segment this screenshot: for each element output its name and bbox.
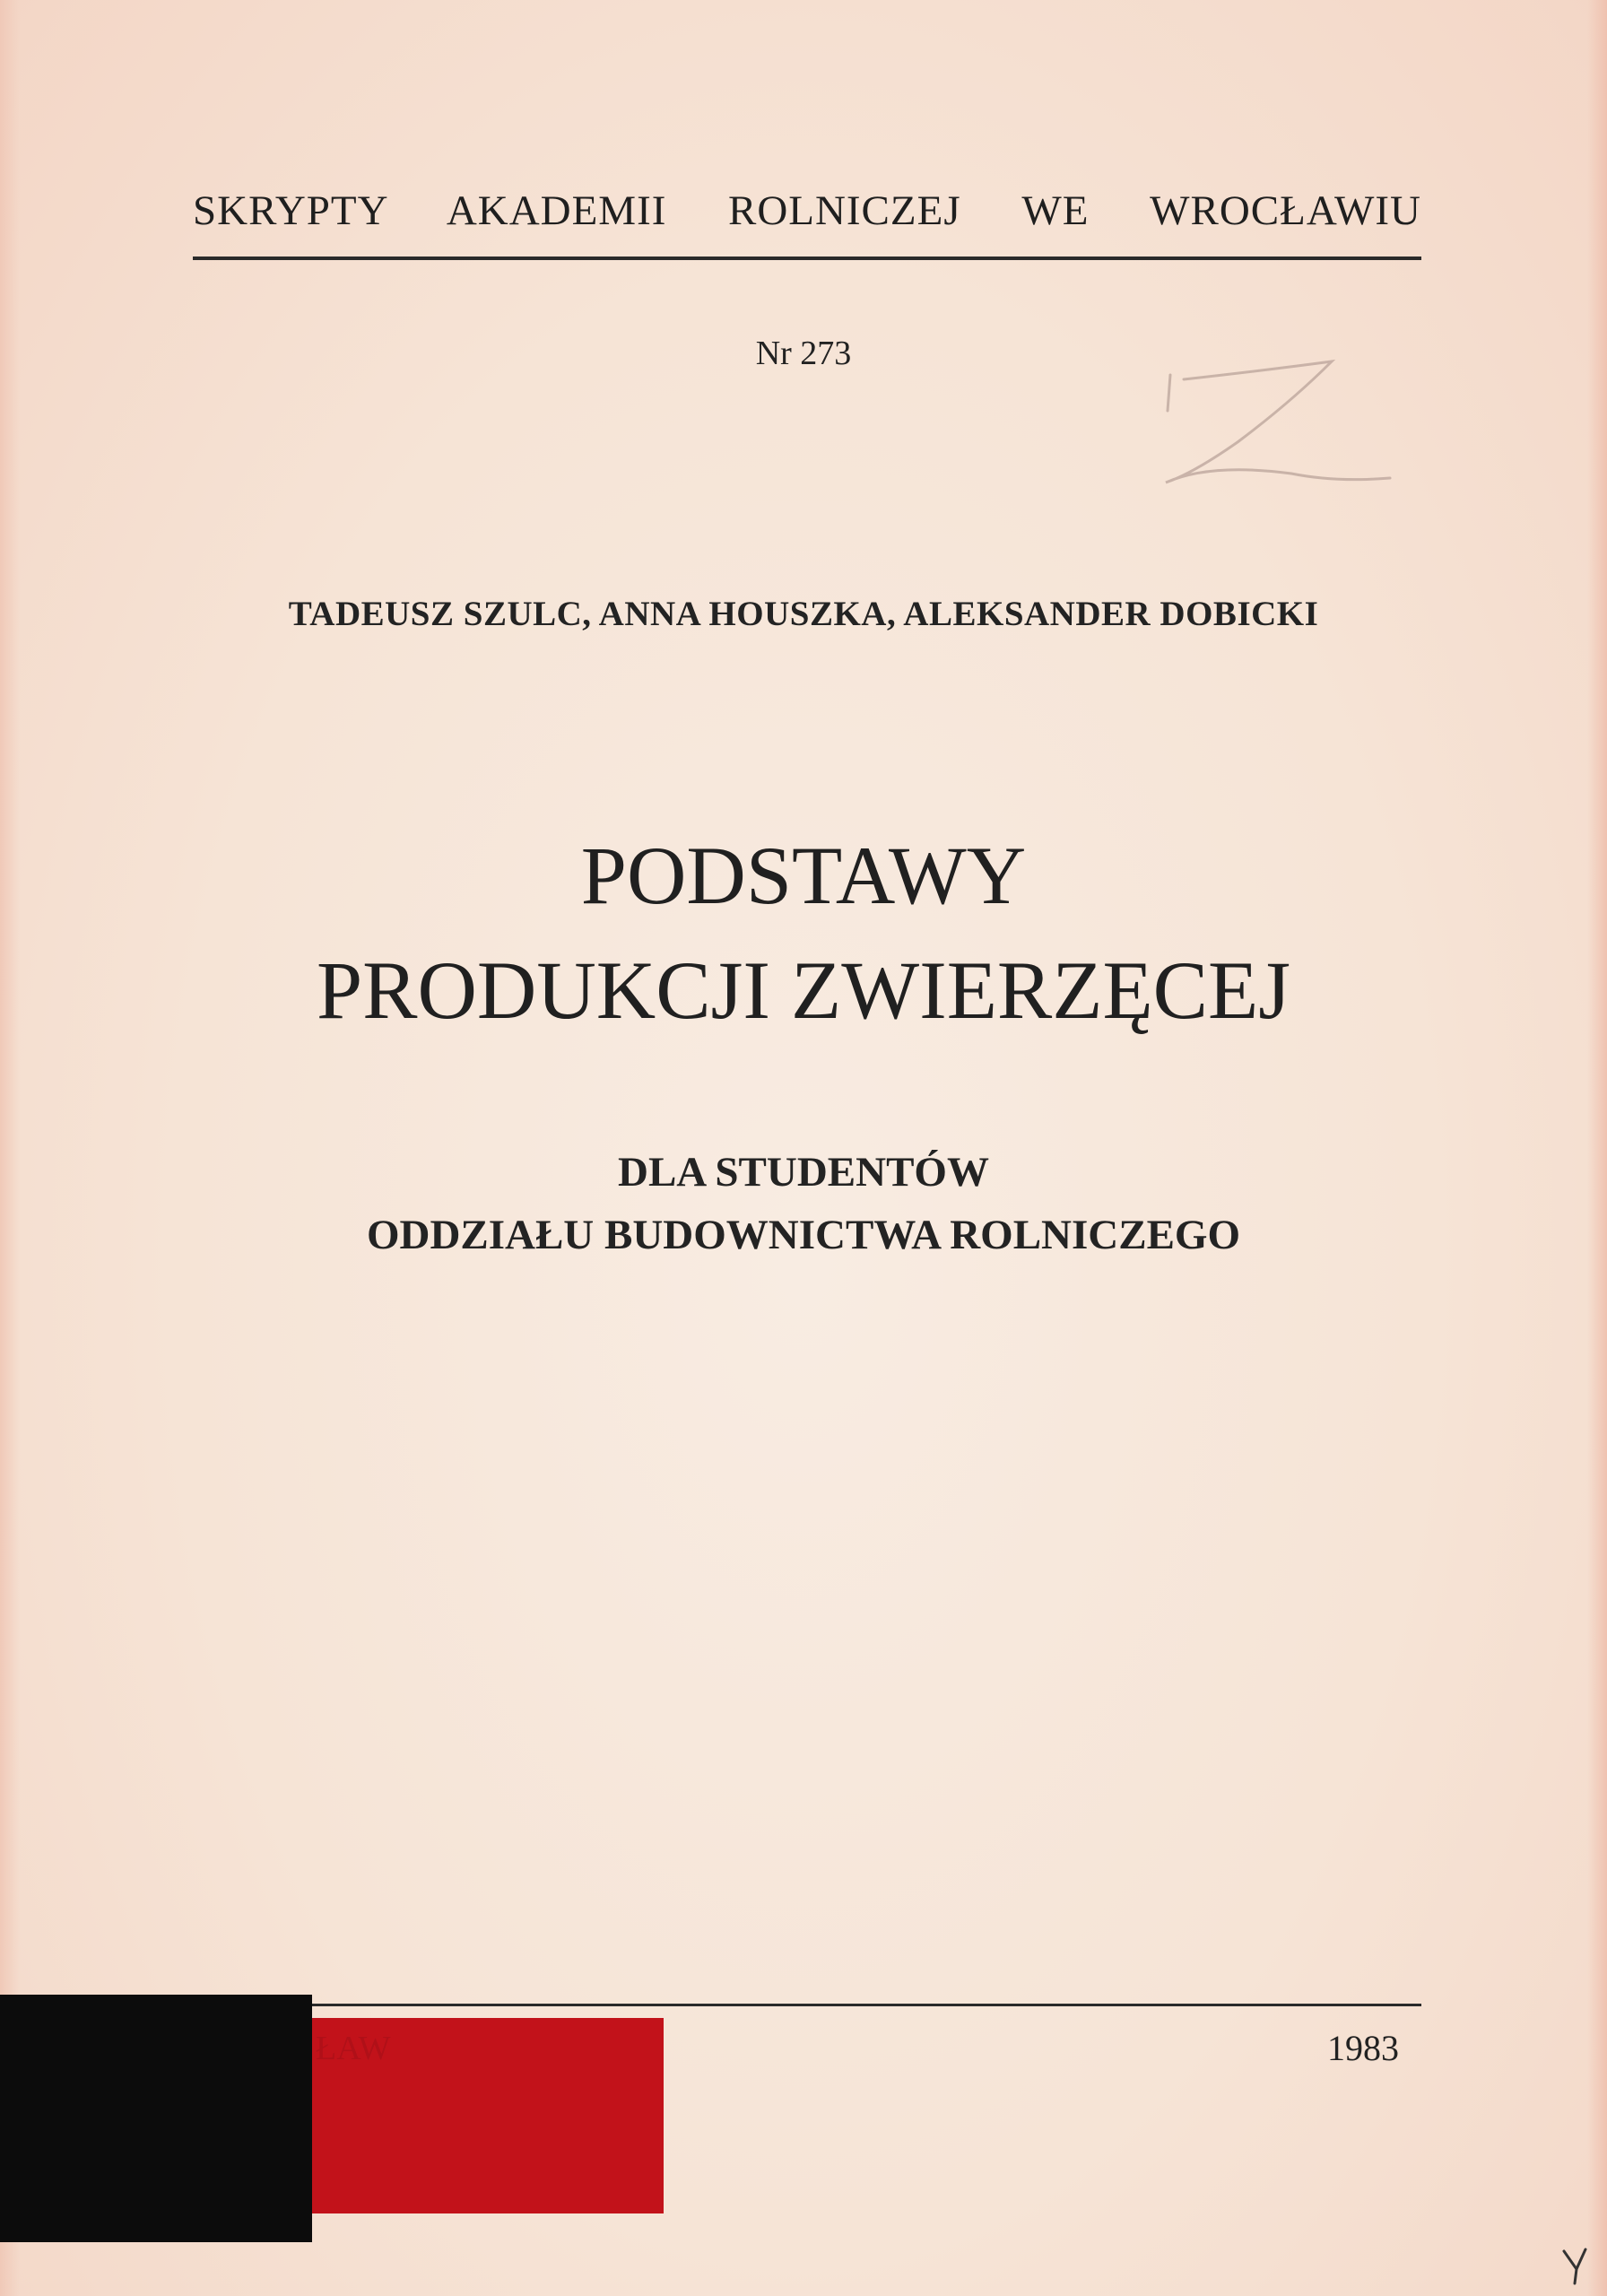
publication-year: 1983 [1327, 2028, 1399, 2068]
publication-place-fragment: ŁAW [316, 2030, 391, 2067]
book-subtitle [0, 1141, 1607, 1266]
authors: TADEUSZ SZULC, ANNA HOUSZKA, ALEKSANDER DOBICKI [288, 595, 1319, 633]
book-title [0, 818, 1607, 1048]
corner-scribble-icon [1559, 2242, 1594, 2287]
pencil-z-mark-icon [1157, 348, 1408, 509]
top-rule [193, 257, 1421, 260]
bottom-rule [193, 2004, 1421, 2006]
subtitle-line-1: DLA STUDENTÓW [618, 1149, 989, 1196]
subtitle-line-2: ODDZIAŁU BUDOWNICTWA ROLNICZEGO [366, 1212, 1241, 1258]
series-title: SKRYPTY AKADEMII ROLNICZEJ WE WROCŁAWIU [193, 187, 1421, 234]
black-library-label [0, 1995, 312, 2242]
title-line-1: PODSTAWY [580, 830, 1027, 921]
title-line-2: PRODUKCJI ZWIERZĘCEJ [316, 944, 1291, 1036]
volume-number: Nr 273 [755, 335, 852, 372]
